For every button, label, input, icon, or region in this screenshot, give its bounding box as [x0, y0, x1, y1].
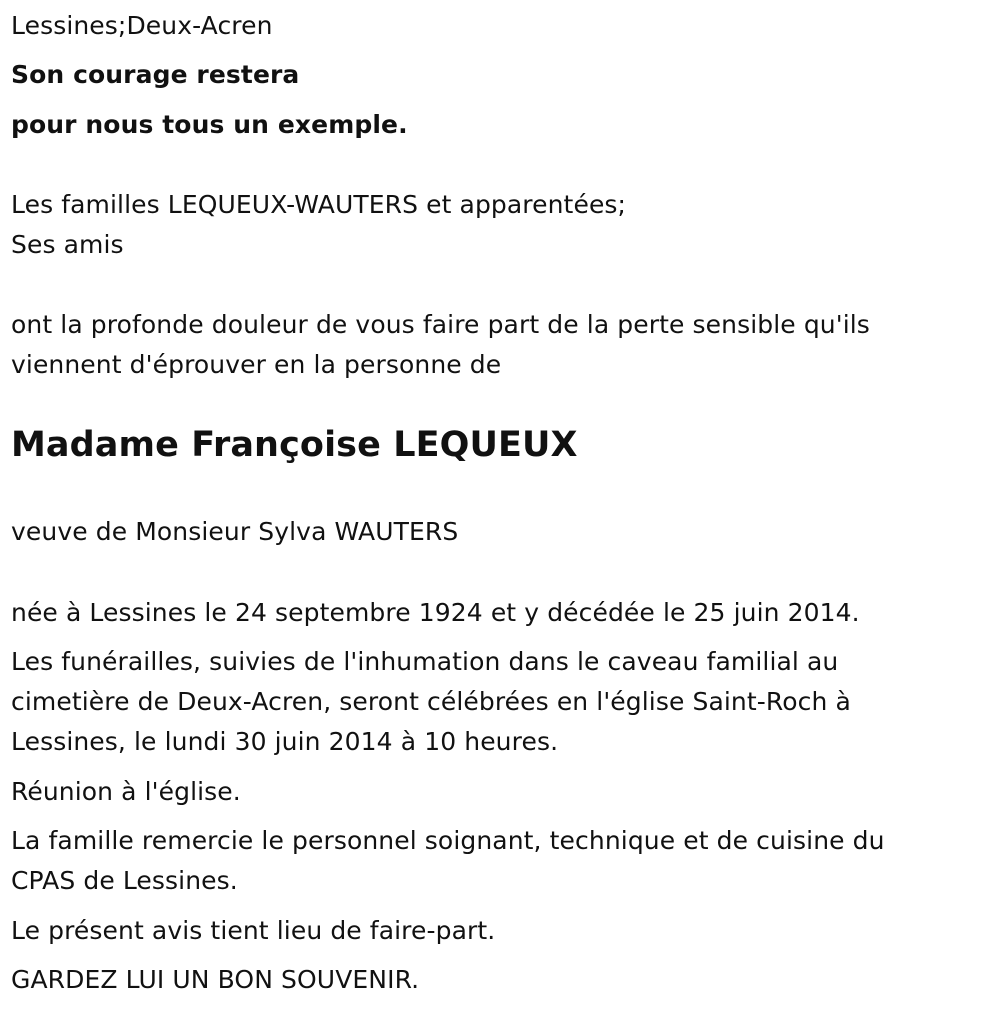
- announcement-line-1: ont la profonde douleur de vous faire part de la perte sensible qu'ils: [11, 310, 870, 339]
- widow-of-line: veuve de Monsieur Sylva WAUTERS: [11, 517, 459, 546]
- meeting-line: Réunion à l'église.: [11, 777, 241, 806]
- funeral-line-1: Les funérailles, suivies de l'inhumation dans le caveau familial au: [11, 647, 839, 676]
- birth-death-line: née à Lessines le 24 septembre 1924 et y décédée le 25 juin 2014.: [11, 598, 860, 627]
- announcement-line-2: viennent d'éprouver en la personne de: [11, 350, 502, 379]
- place-line: Lessines;Deux-Acren: [11, 11, 273, 40]
- epigraph-line-2: pour nous tous un exemple.: [11, 110, 408, 139]
- closing-line: GARDEZ LUI UN BON SOUVENIR.: [11, 965, 420, 994]
- deceased-name: Madame Françoise LEQUEUX: [11, 425, 578, 465]
- thanks-line-1: La famille remercie le personnel soignant, technique et de cuisine du: [11, 826, 885, 855]
- families-line: Les familles LEQUEUX-WAUTERS et apparentées;: [11, 190, 627, 219]
- notice-statement-line: Le présent avis tient lieu de faire-part.: [11, 916, 496, 945]
- epigraph-line-1: Son courage restera: [11, 60, 300, 89]
- friends-line: Ses amis: [11, 230, 124, 259]
- thanks-line-2: CPAS de Lessines.: [11, 866, 238, 895]
- funeral-line-2: cimetière de Deux-Acren, seront célébrées en l'église Saint-Roch à: [11, 687, 851, 716]
- funeral-line-3: Lessines, le lundi 30 juin 2014 à 10 heures.: [11, 727, 559, 756]
